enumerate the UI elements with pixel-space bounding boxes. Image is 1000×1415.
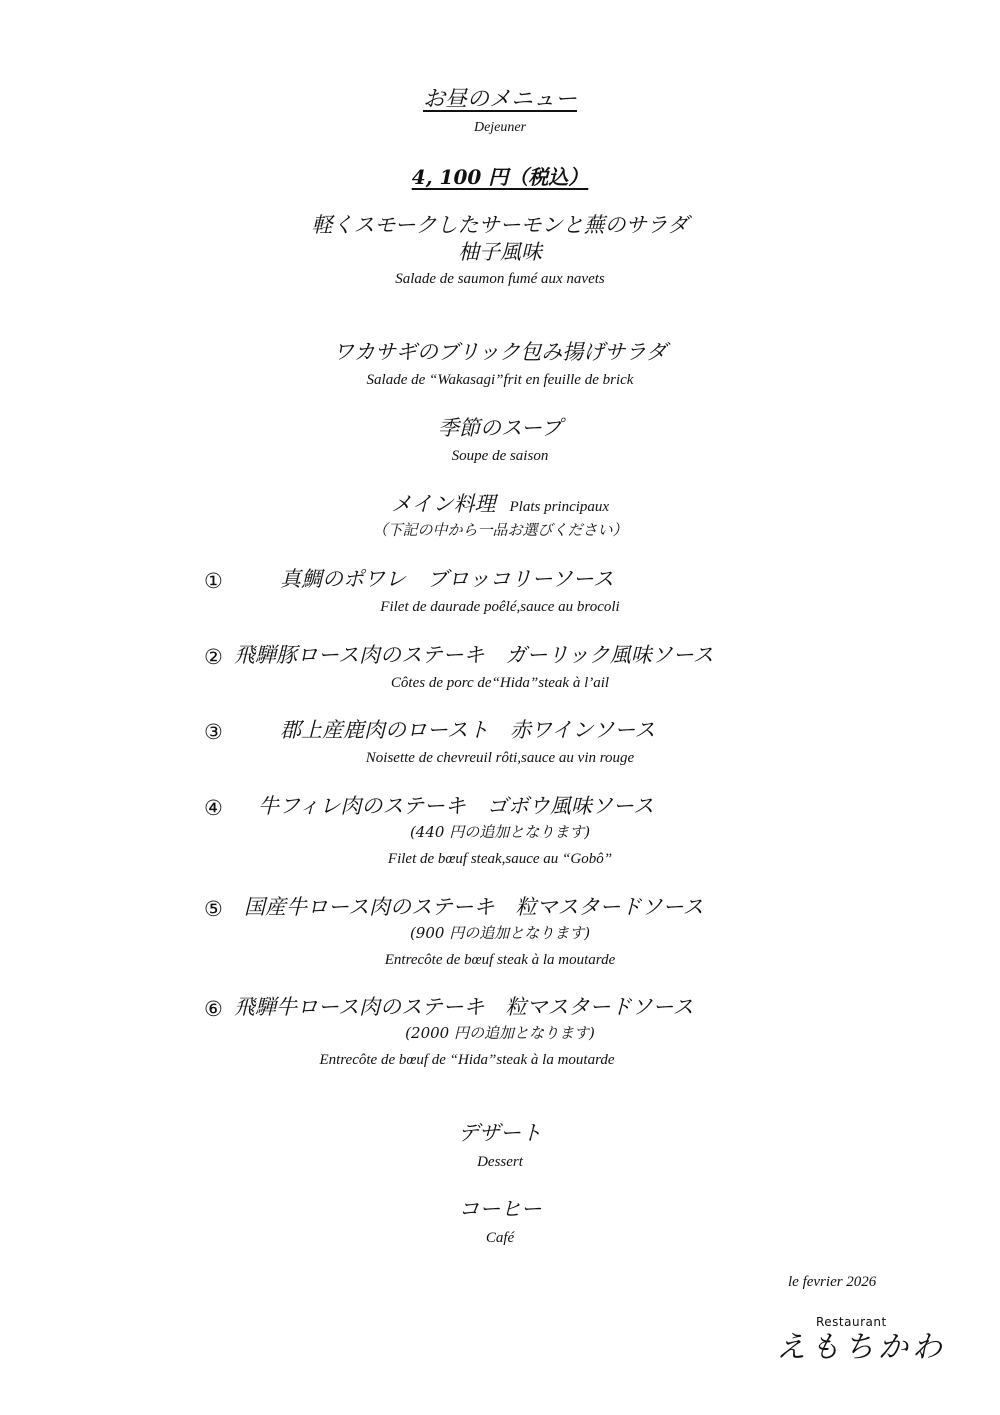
main-6-jp: 飛騨牛ロース肉のステーキ 粒マスタードソース bbox=[234, 995, 694, 1019]
course-1-fr: Salade de saumon fumé aux navets bbox=[395, 271, 605, 287]
main-3-fr: Noisette de chevreuil rôti,sauce au vin rouge bbox=[365, 750, 635, 766]
price: 4, 100 円（税込） bbox=[411, 165, 589, 189]
main-5-surcharge: (900 円の追加となります) bbox=[409, 924, 591, 942]
main-4-surcharge: (440 円の追加となります) bbox=[409, 823, 591, 841]
course-1-jp: 軽くスモークしたサーモンと蕪のサラダ bbox=[311, 213, 689, 237]
main-section-title-fr: Plats principaux bbox=[509, 499, 610, 515]
main-6-number: ⑥ bbox=[204, 997, 223, 1021]
course-2-jp: ワカサギのブリック包み揚げサラダ bbox=[332, 340, 668, 364]
main-section-title-jp: メイン料理 bbox=[390, 492, 496, 516]
main-2-fr: Côtes de porc de“Hida”steak à l’ail bbox=[390, 675, 610, 691]
dessert-fr: Dessert bbox=[477, 1154, 523, 1170]
main-6-fr: Entrecôte de bœuf de “Hida”steak à la moutarde bbox=[319, 1052, 615, 1068]
menu-title-fr: Dejeuner bbox=[473, 120, 527, 135]
course-2-fr: Salade de “Wakasagi”frit en feuille de brick bbox=[366, 372, 634, 388]
dessert-jp: デザート bbox=[458, 1121, 542, 1145]
course-1-jp-sub: 柚子風味 bbox=[458, 240, 542, 264]
menu-title: お昼のメニュー bbox=[422, 87, 577, 112]
main-section-heading bbox=[0, 494, 1000, 515]
main-5-jp: 国産牛ロース肉のステーキ 粒マスタードソース bbox=[244, 895, 704, 919]
main-2-jp: 飛騨豚ロース肉のステーキ ガーリック風味ソース bbox=[234, 643, 714, 667]
main-6-surcharge: (2000 円の追加となります) bbox=[405, 1024, 595, 1042]
coffee-jp: コーヒー bbox=[458, 1197, 542, 1221]
main-5-fr: Entrecôte de bœuf steak à la moutarde bbox=[384, 952, 616, 968]
main-1-jp: 真鯛のポワレ ブロッコリーソース bbox=[280, 567, 614, 591]
coffee-fr: Café bbox=[485, 1230, 515, 1246]
main-2-number: ② bbox=[204, 645, 223, 669]
main-4-jp: 牛フィレ肉のステーキ ゴボウ風味ソース bbox=[258, 794, 654, 818]
main-section-note: （下記の中から一品お選びください） bbox=[372, 521, 628, 539]
main-4-fr: Filet de bœuf steak,sauce au “Gobô” bbox=[387, 851, 613, 867]
main-1-number: ① bbox=[204, 569, 223, 593]
main-3-number: ③ bbox=[204, 720, 223, 744]
logo-restaurant-label: Restaurant bbox=[816, 1315, 887, 1329]
main-5-number: ⑤ bbox=[204, 897, 223, 921]
course-3-jp: 季節のスープ bbox=[438, 416, 562, 440]
menu-date: le fevrier 2026 bbox=[788, 1274, 877, 1290]
main-3-jp: 郡上産鹿肉のロースト 赤ワインソース bbox=[280, 718, 656, 742]
main-1-fr: Filet de daurade poêlé,sauce au brocoli bbox=[380, 599, 620, 615]
course-3-fr: Soupe de saison bbox=[451, 448, 549, 464]
main-4-number: ④ bbox=[204, 796, 223, 820]
restaurant-logo: えもちかわ bbox=[776, 1330, 946, 1365]
